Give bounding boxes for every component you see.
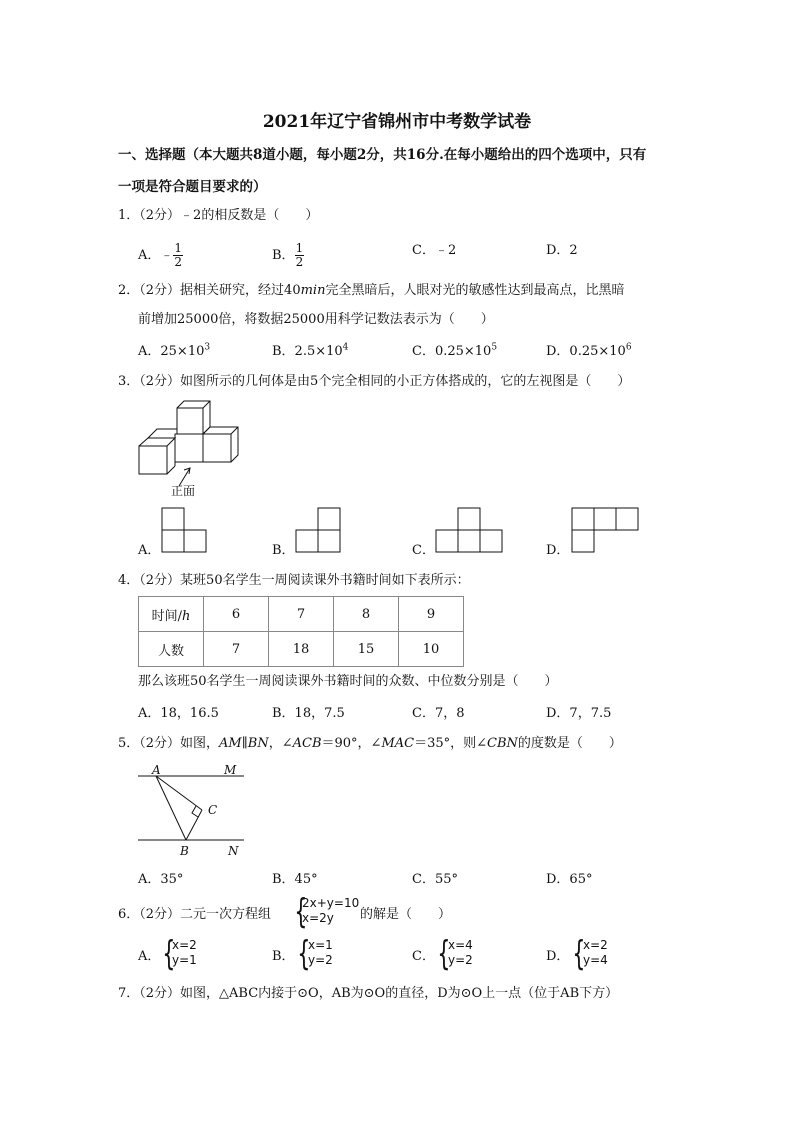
equation: y=2 <box>448 953 473 967</box>
equation: x=2 <box>583 938 608 952</box>
q3-option-d-view <box>570 507 642 553</box>
q4-option-d: D．7，7.5 <box>546 706 612 721</box>
stem-var: AM <box>219 736 242 751</box>
table-cell: 6 <box>204 597 269 632</box>
q6-option-a-brace: { <box>162 934 176 974</box>
q2-option-a <box>138 344 210 360</box>
exponent: 6 <box>625 342 632 353</box>
denominator: 2 <box>174 255 183 269</box>
table-cell: 9 <box>399 597 464 632</box>
q5-option-b: B．45° <box>272 872 318 887</box>
q6-option-b-label: B． <box>272 949 295 964</box>
question-6-stem-post: 的解是（ ） <box>360 907 452 922</box>
table-cell: 7 <box>204 632 269 667</box>
q6-option-d <box>583 938 608 968</box>
question-4-follow: 那么该班50名学生一周阅读课外书籍时间的众数、中位数分别是（ ） <box>138 674 558 689</box>
equation: x=2y <box>302 911 334 925</box>
exponent: 4 <box>342 342 349 353</box>
table-cell: 8 <box>334 597 399 632</box>
q5-option-c: C．55° <box>412 872 458 887</box>
stem-part: ＝90°，∠ <box>321 736 382 751</box>
q2-option-b <box>272 344 348 360</box>
q5-option-a: A．35° <box>138 872 184 887</box>
stem-var: CBN <box>487 736 518 751</box>
stem-var: BN <box>247 736 269 751</box>
equation: y=1 <box>172 953 197 967</box>
table-row-header: 人数 <box>139 632 204 667</box>
equation: x=4 <box>448 938 473 952</box>
question-2-stem-line1 <box>118 283 624 299</box>
stem-unit: min <box>300 283 326 298</box>
q1-option-b-fraction <box>295 242 305 269</box>
q6-option-b-brace: { <box>297 934 311 974</box>
section-heading-line2: 一项是符合题目要求的） <box>118 179 267 195</box>
q3-option-b-label: B． <box>272 543 295 558</box>
q6-option-c-brace: { <box>437 934 451 974</box>
stem-part: ，∠ <box>268 736 293 751</box>
q1-option-b <box>272 242 304 269</box>
q4-option-b: B．18，7.5 <box>272 706 345 721</box>
exponent: 3 <box>204 342 211 353</box>
numerator: 1 <box>174 241 183 255</box>
table-row-header <box>139 597 204 632</box>
q6-option-d-label: D． <box>546 949 570 964</box>
table-cell: 15 <box>334 632 399 667</box>
option-text: B．2.5×10 <box>272 344 343 359</box>
question-4-stem: 4．（2分）某班50名学生一周阅读课外书籍时间如下表所示： <box>118 573 470 588</box>
question-6-stem-pre: 6．（2分）二元一次方程组 <box>118 907 272 922</box>
q3-option-d-label: D． <box>546 543 570 558</box>
table-cell: 10 <box>399 632 464 667</box>
q5-label-c: C <box>208 803 218 817</box>
q1-option-b-label: B． <box>272 248 295 263</box>
q5-label-n: N <box>228 844 239 858</box>
q3-option-c-view <box>434 507 506 553</box>
header-unit: h <box>182 608 191 624</box>
q5-label-b: B <box>180 844 189 858</box>
stem-var: MAC <box>381 736 415 751</box>
q6-option-a <box>172 938 197 968</box>
q6-option-c-label: C． <box>412 949 435 964</box>
q5-label-m: M <box>224 763 237 777</box>
q6-option-d-brace: { <box>572 934 586 974</box>
q5-label-a: A <box>152 763 161 777</box>
q3-option-a-label: A． <box>138 543 161 558</box>
q4-data-table <box>138 596 464 667</box>
question-5-stem <box>118 736 622 752</box>
question-7-stem: 7．（2分）如图，△ABC内接于⊙O，AB为⊙O的直径，D为⊙O上一点（位于AB下方） <box>118 986 619 1001</box>
equation: x=1 <box>308 938 333 952</box>
table-cell: 18 <box>269 632 334 667</box>
equation: 2x+y=10 <box>302 896 360 910</box>
q4-option-c: C．7，8 <box>412 706 465 721</box>
question-3-stem: 3．（2分）如图所示的几何体是由5个完全相同的小正方体搭成的，它的左视图是（ ） <box>118 374 631 389</box>
q3-option-b-view <box>294 507 344 553</box>
section-heading-line1: 一、选择题（本大题共8道小题，每小题2分，共16分.在每小题给出的四个选项中，只有 <box>118 147 647 163</box>
page-title: 2021年辽宁省锦州市中考数学试卷 <box>262 112 532 132</box>
q3-option-a-view <box>160 507 210 553</box>
exponent: 5 <box>491 342 498 353</box>
q2-option-d <box>546 344 632 360</box>
equation: y=4 <box>583 953 608 967</box>
table-row <box>139 632 464 667</box>
q6-option-c <box>448 938 473 968</box>
q6-option-b <box>308 938 333 968</box>
header-text: 时间/ <box>151 608 182 624</box>
equation: y=2 <box>308 953 333 967</box>
q1-option-d: D．2 <box>546 243 578 258</box>
q2-option-c <box>412 344 497 360</box>
q6-system-brace: { <box>294 892 308 932</box>
q1-option-a-fraction <box>173 242 183 269</box>
question-1-stem: 1．（2分）﹣2的相反数是（ ） <box>118 208 319 223</box>
numerator: 1 <box>295 241 304 255</box>
table-row <box>139 597 464 632</box>
q3-front-label: 正面 <box>171 484 196 498</box>
question-2-stem-line2: 前增加25000倍，将数据25000用科学记数法表示为（ ） <box>138 312 494 327</box>
stem-var: ACB <box>292 736 322 751</box>
q3-option-c-label: C． <box>412 543 435 558</box>
q6-system <box>302 896 359 926</box>
table-cell: 7 <box>269 597 334 632</box>
stem-part: ∥ <box>241 736 248 751</box>
option-text: D．0.25×10 <box>546 344 626 359</box>
q4-option-a: A．18，16.5 <box>138 706 219 721</box>
denominator: 2 <box>295 255 304 269</box>
q1-option-a <box>138 242 183 269</box>
option-text: A．25×10 <box>138 344 205 359</box>
stem-part: 2．（2分）据相关研究，经过40 <box>118 283 301 298</box>
q1-option-c: C．﹣2 <box>412 243 457 258</box>
q6-option-a-label: A． <box>138 949 161 964</box>
q1-option-a-label: A． <box>138 248 161 263</box>
q5-option-d: D．65° <box>546 872 593 887</box>
stem-part: 的度数是（ ） <box>517 736 622 751</box>
stem-part: ＝35°，则∠ <box>414 736 488 751</box>
stem-part: 5．（2分）如图， <box>118 736 220 751</box>
q1-option-a-sign: ﹣ <box>160 248 174 263</box>
option-text: C．0.25×10 <box>412 344 492 359</box>
stem-part: 完全黑暗后，人眼对光的敏感性达到最高点，比黑暗 <box>325 283 625 298</box>
equation: x=2 <box>172 938 197 952</box>
